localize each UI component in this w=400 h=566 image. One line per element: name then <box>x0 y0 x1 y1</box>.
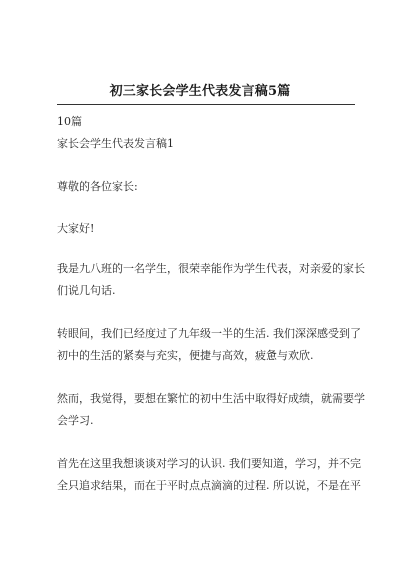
paragraph-3-line-1: 然而，我觉得，要想在繁忙的初中生活中取得好成绩，就需要学 <box>57 392 365 405</box>
paragraph-4-line-1: 首先在这里我想谈谈对学习的认识. 我们要知道，学习，并不完 <box>57 457 361 470</box>
document-title: 初三家长会学生代表发言稿5篇 <box>109 84 291 99</box>
paragraph-3-line-2: 会学习. <box>57 414 94 427</box>
paragraph-2-line-2: 初中的生活的紧奏与充实，便捷与高效，疲惫与欢欣. <box>57 349 314 362</box>
paragraph-2 <box>57 323 361 367</box>
paragraph-1 <box>57 258 365 302</box>
paragraph-1-line-2: 们说几句话. <box>57 284 116 297</box>
title-divider <box>57 104 355 105</box>
hello-text: 大家好! <box>57 222 95 235</box>
paragraph-2-line-1: 转眼间，我们已经度过了九年级一半的生活. 我们深深感受到了 <box>57 327 361 340</box>
paragraph-3 <box>57 388 365 432</box>
paragraph-1-line-1: 我是九八班的一名学生，很荣幸能作为学生代表，对亲爱的家长 <box>57 262 365 275</box>
paragraph-4 <box>57 453 361 497</box>
greeting-text: 尊敬的各位家长: <box>57 180 138 193</box>
article-count: 10篇 <box>57 115 82 128</box>
section-heading: 家长会学生代表发言稿1 <box>57 137 174 150</box>
paragraph-4-line-2: 全只追求结果，而在于平时点点滴滴的过程. 所以说，不是在平 <box>57 479 361 492</box>
